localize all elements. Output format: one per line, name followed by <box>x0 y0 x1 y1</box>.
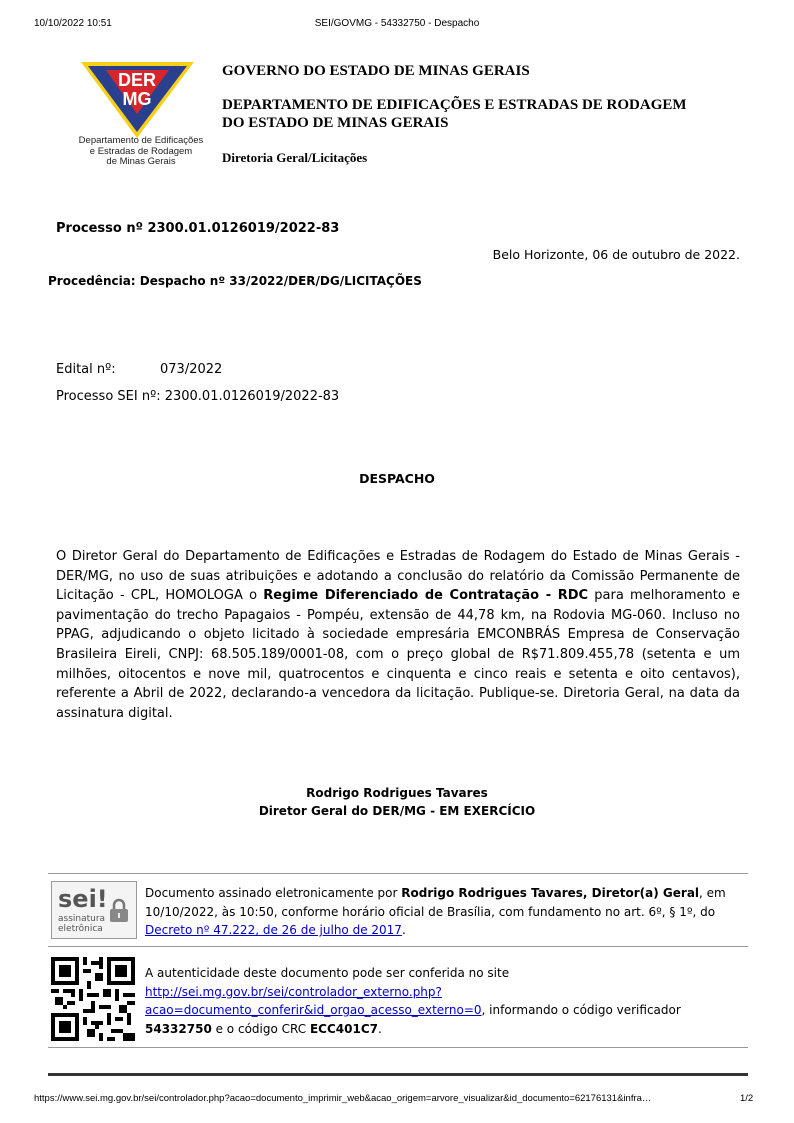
print-datetime: 10/10/2022 10:51 <box>34 18 112 29</box>
verification-code: 54332750 <box>145 1021 212 1036</box>
auth-text: A autenticidade deste documento pode ser conferida no site <box>145 966 510 980</box>
sei-logo-sub2: eletrônica <box>58 924 103 934</box>
divider <box>48 873 748 874</box>
logo-caption <box>66 136 216 168</box>
edital-value: 073/2022 <box>160 362 223 377</box>
signer-role: Diretor Geral do DER/MG - EM EXERCÍCIO <box>258 804 536 818</box>
edital-label: Edital nº: <box>56 362 116 377</box>
verification-link[interactable]: http://sei.mg.gov.br/sei/controlador_externo.php? <box>145 984 442 999</box>
qr-code-icon <box>51 957 135 1041</box>
header-unit: Diretoria Geral/Licitações <box>222 150 368 165</box>
document-heading: DESPACHO <box>359 471 435 486</box>
print-title: SEI/GOVMG - 54332750 - Despacho <box>314 18 480 29</box>
paragraph-text: O Diretor Geral do Departamento de Edificações e Estradas de Rodagem do Estado de Minas Gerais - DER/MG, no uso de suas atribuições e adotando a conclusão do relatório da Comissão Permanente de Licitação - CPL, HOMOLOGA o <box>56 549 740 604</box>
signer-name: Rodrigo Rodrigues Tavares <box>306 786 488 800</box>
sei-signature-seal <box>51 881 137 939</box>
notice-text: , em 10/10/2022, às 10:50, conforme horário oficial de Brasília, com fundamento no art. 6º, § 1º, do <box>145 886 726 919</box>
notice-signer: Rodrigo Rodrigues Tavares, Diretor(a) Geral <box>401 886 700 900</box>
authenticity-notice <box>145 964 743 1038</box>
der-mg-logo <box>66 60 216 172</box>
paragraph-text: para melhoramento e pavimentação do trecho Papagaios - Pompéu, extensão de 44,78 km, na Rodovia MG-060. Incluso no PPAG, adjudicando o objeto licitado à sociedade empresária EMCONBRÁS Empresa de Conservação Brasileira Eireli, CNPJ: 68.505.189/0001-08, com o preço global de R$71.809.455,78 (setenta e um milhões, oitocentos e nove mil, quatrocentos e cinquenta e cinco reais e setenta e oito centavos), referente a Abril de 2022, declarando-a vencedora da licitação. Publique-se. Diretoria Geral, na data da assinatura digital. <box>56 588 740 721</box>
logo-caption-line: Departamento de Edificações <box>78 135 204 146</box>
print-url: https://www.sei.mg.gov.br/sei/controlador.php?acao=documento_imprimir_web&acao_origem=arvore_visualizar&id_documento=62176131&infra… <box>34 1093 652 1104</box>
logo-der-text: DER <box>117 70 157 90</box>
header-government: GOVERNO DO ESTADO DE MINAS GERAIS <box>222 63 530 79</box>
place-date: Belo Horizonte, 06 de outubro de 2022. <box>492 247 740 262</box>
auth-text: , informando o código verificador <box>481 1003 681 1017</box>
notice-text: Documento assinado eletronicamente por <box>145 886 402 900</box>
der-mg-logo-mark <box>66 60 216 140</box>
header-department-line1: DEPARTAMENTO DE EDIFICAÇÕES E ESTRADAS DE RODAGEM <box>222 97 687 113</box>
procedencia: Procedência: Despacho nº 33/2022/DER/DG/LICITAÇÕES <box>48 274 422 288</box>
despacho-paragraph <box>56 547 740 723</box>
verification-link-continued[interactable]: acao=documento_conferir&id_orgao_acesso_externo=0 <box>145 1003 482 1017</box>
crc-code: ECC401C7 <box>309 1021 378 1036</box>
paragraph-bold-text: Regime Diferenciado de Contratação - RDC <box>263 588 589 604</box>
logo-caption-line: de Minas Gerais <box>106 156 176 167</box>
divider <box>48 946 748 947</box>
notice-text: . <box>401 923 406 937</box>
sei-logo-subtitle <box>58 914 105 934</box>
lock-icon <box>108 898 130 924</box>
signature-notice <box>145 884 743 940</box>
logo-mg-text: MG <box>122 89 152 109</box>
logo-caption-line: e Estradas de Rodagem <box>89 145 193 157</box>
page-number: 1/2 <box>740 1093 754 1104</box>
sei-logo-text: sei! <box>58 885 108 913</box>
sei-logo-sub1: assinatura <box>58 914 106 924</box>
processo-number: Processo nº 2300.01.0126019/2022-83 <box>56 221 340 236</box>
divider <box>48 1047 748 1048</box>
auth-text: e o código CRC <box>211 1021 310 1036</box>
auth-text: . <box>377 1021 382 1036</box>
decree-link[interactable]: Decreto nº 47.222, de 26 de julho de 2017 <box>145 923 402 937</box>
processo-sei: Processo SEI nº: 2300.01.0126019/2022-83 <box>56 389 340 404</box>
header-department-line2: DO ESTADO DE MINAS GERAIS <box>222 115 449 131</box>
footer-rule <box>48 1073 748 1076</box>
